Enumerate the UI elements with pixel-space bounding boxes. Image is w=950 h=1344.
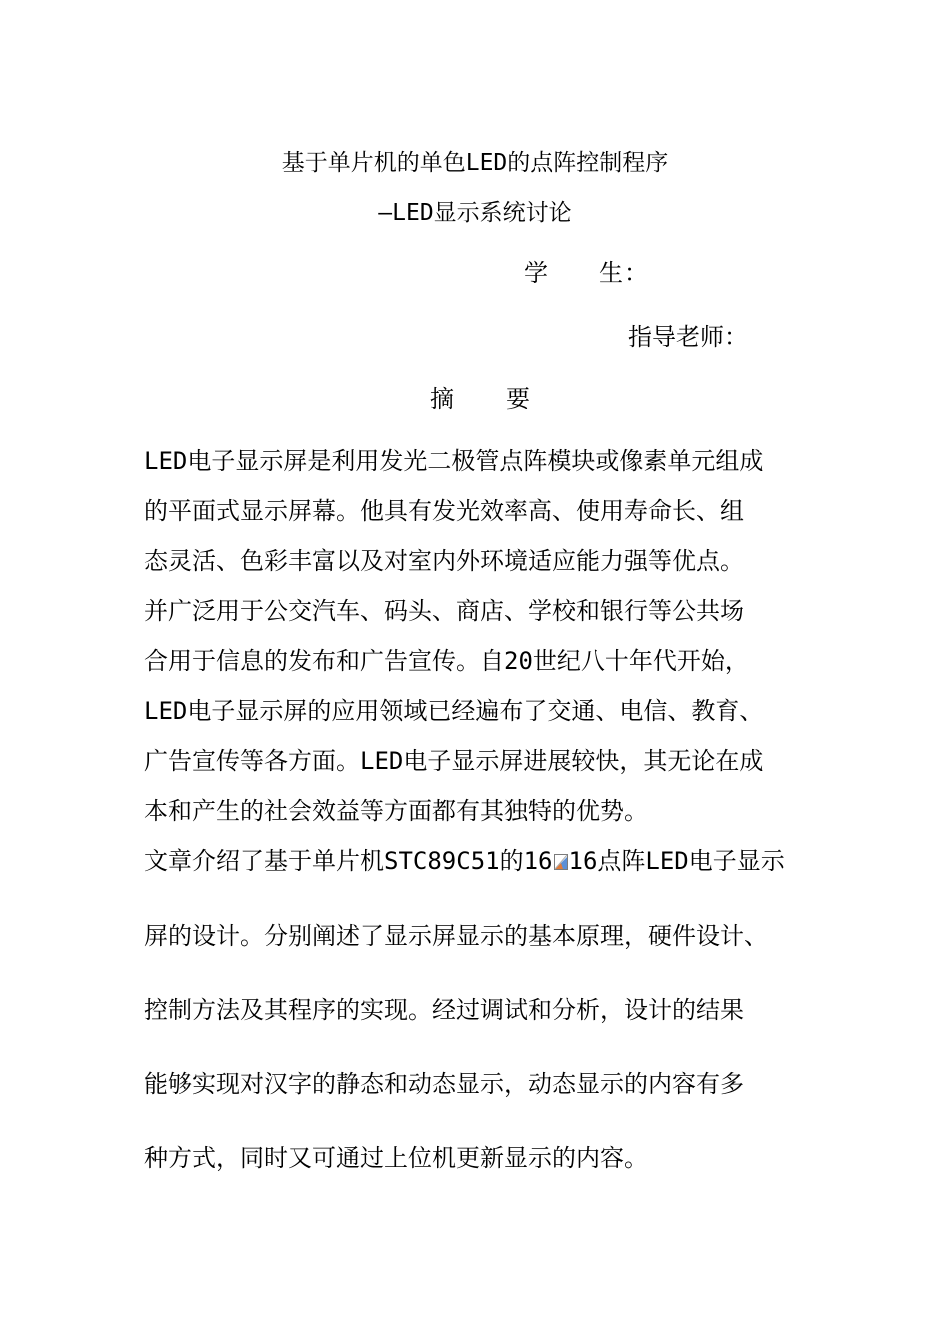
- document-subtitle: —LED显示系统讨论: [378, 200, 572, 226]
- paragraph1-line: 并广泛用于公交汽车、码头、商店、学校和银行等公共场: [144, 597, 744, 625]
- paragraph2-line: 能够实现对汉字的静态和动态显示，动态显示的内容有多: [144, 1070, 744, 1098]
- abstract-heading: [430, 384, 530, 414]
- paragraph2-first-line: [144, 846, 785, 876]
- paragraph1-line: 态灵活、色彩丰富以及对室内外环境适应能力强等优点。: [144, 547, 744, 575]
- paragraph2-line: 控制方法及其程序的实现。经过调试和分析，设计的结果: [144, 996, 744, 1024]
- broken-image-icon: [554, 848, 568, 866]
- abstract-heading-part2: 要: [506, 385, 530, 413]
- paragraph1-line: 合用于信息的发布和广告宣传。自20世纪八十年代开始，: [144, 647, 749, 675]
- paragraph1-line: 的平面式显示屏幕。他具有发光效率高、使用寿命长、组: [144, 497, 744, 525]
- paragraph2-line: 屏的设计。分别阐述了显示屏显示的基本原理，硬件设计、: [144, 922, 768, 950]
- paragraph2-text-after-icon: 16点阵LED电子显示: [568, 847, 785, 875]
- paragraph1-line: LED电子显示屏是利用发光二极管点阵模块或像素单元组成: [144, 447, 764, 475]
- advisor-label: 指导老师：: [628, 323, 748, 351]
- document-title: 基于单片机的单色LED的点阵控制程序: [281, 150, 669, 176]
- student-label-part1: 学: [524, 259, 549, 287]
- paragraph1-line: LED电子显示屏的应用领域已经遍布了交通、电信、教育、: [144, 697, 764, 725]
- paragraph1-line: 广告宣传等各方面。LED电子显示屏进展较快，其无论在成: [144, 747, 764, 775]
- student-label-part2: 生：: [599, 259, 649, 287]
- paragraph2-line: 种方式，同时又可通过上位机更新显示的内容。: [144, 1144, 648, 1172]
- student-label: [524, 258, 649, 288]
- paragraph2-text-before-icon: 文章介绍了基于单片机STC89C51的16: [144, 847, 553, 875]
- paragraph1-line: 本和产生的社会效益等方面都有其独特的优势。: [144, 797, 648, 825]
- abstract-heading-part1: 摘: [430, 385, 454, 413]
